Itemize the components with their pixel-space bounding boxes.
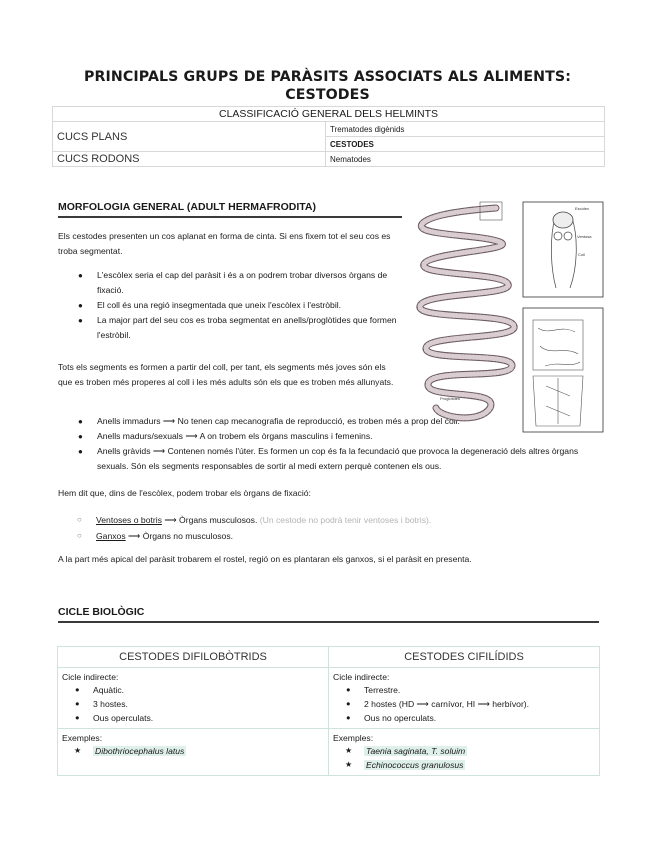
circle-bullet-icon: ○: [77, 531, 82, 540]
list-item: ★ Taenia saginata, T. soluim: [345, 746, 466, 756]
helminths-table-header: CLASSIFICACIÓ GENERAL DELS HELMINTS: [53, 107, 605, 122]
list-item: ● Ous no operculats.: [346, 713, 437, 723]
bullet-icon: ●: [346, 699, 351, 708]
tapeworm-body: [420, 208, 514, 418]
bullet-icon: ●: [78, 447, 83, 456]
list-item: ★ Echinococcus granulosus: [345, 760, 464, 770]
star-bullet-icon: ★: [74, 746, 82, 755]
subgroup-cestodes: CESTODES: [326, 137, 605, 152]
label-coll: Coll: [578, 252, 585, 257]
examples-label: Exemples:: [333, 733, 374, 743]
bullet-icon: ●: [75, 713, 80, 722]
examples-cell-cifilidids: [329, 729, 600, 776]
list-item: ● Aquàtic.: [75, 685, 125, 695]
circle-bullet-icon: ○: [77, 515, 82, 524]
morfologia-bullet-list: [78, 268, 400, 343]
morfologia-divider: [58, 216, 402, 218]
list-item: ● 3 hostes.: [75, 699, 128, 709]
subgroup-nematodes: Nematodes: [326, 152, 605, 167]
tapeworm-illustration: [410, 196, 610, 434]
subgroup-trematodes: Trematodes digènids: [326, 122, 605, 137]
examples-list: [333, 744, 595, 772]
star-bullet-icon: ★: [345, 746, 353, 755]
bullet-icon: ●: [78, 417, 83, 426]
bullet-icon: ●: [78, 271, 83, 280]
cicle-items-list: [62, 683, 324, 725]
bullet-icon: ●: [78, 301, 83, 310]
list-item: ● 2 hostes (HD ⟶ carnívor, HI ⟶ herbívor).: [346, 699, 530, 709]
list-item: ● Terrestre.: [346, 685, 401, 695]
list-item: ★ Dibothriocephalus latus: [74, 746, 185, 756]
cicle-title: CICLE BIOLÒGIC: [58, 606, 145, 618]
bullet-icon: ●: [78, 316, 83, 325]
cicle-items-list: [333, 683, 595, 725]
escolex-intro: Hem dit que, dins de l'escòlex, podem trobar els òrgans de fixació:: [58, 488, 311, 498]
label-proglotides: Proglòtides: [440, 396, 461, 401]
list-item: ○ Ventoses o botris ⟶ Òrgans musculosos. (Un cestode no podrà tenir ventoses i botris).: [96, 512, 596, 528]
examples-label: Exemples:: [62, 733, 103, 743]
cicle-label: Cicle indirecte:: [333, 672, 390, 682]
bullet-icon: ●: [346, 713, 351, 722]
list-item: ● Anells immadurs ⟶ No tenen cap mecanografia de reproducció, es troben més a prop del coll.: [97, 414, 599, 429]
examples-cell-difilobotrids: [58, 729, 329, 776]
list-item: ● Anells madurs/sexuals ⟶ A on trobem els òrgans masculins i femenins.: [97, 429, 599, 444]
cicle-table: [57, 646, 600, 776]
group-cucs-rodons: CUCS RODONS: [53, 152, 326, 167]
col-header-difilobotrids: CESTODES DIFILOBÒTRIDS: [58, 647, 329, 668]
bullet-icon: ●: [78, 432, 83, 441]
examples-list: [62, 744, 324, 758]
list-item: ● Anells gràvids ⟶ Contenen només l'úter. Es formen un cop és fa la fecundació que provoca la degeneració dels altres òrgans sexuals. Són els segments responsables de sortir al medi extern perquè contenen els ous.: [78, 446, 579, 471]
morfologia-intro: Els cestodes presenten un cos aplanat en forma de cinta. Si ens fixem tot el seu cos es troba segmentat.: [58, 231, 391, 256]
list-item: ● El coll és una regió insegmentada que uneix l'escòlex i l'estròbil.: [97, 298, 400, 313]
label-ventosa: Ventosa: [577, 234, 592, 239]
helminths-classification-table: [52, 106, 605, 167]
bullet-icon: ●: [75, 699, 80, 708]
bullet-icon: ●: [346, 685, 351, 694]
rostel-paragraph: A la part més apical del paràsit trobarem el rostel, regió on es plantaran els ganxos, si el paràsit en presenta.: [58, 554, 472, 564]
segments-paragraph: Tots els segments es formen a partir del coll, per tant, els segments més joves són els que es troben més properes al coll i les més adults són els que es troben més allunyats.: [58, 362, 394, 387]
group-cucs-plans: CUCS PLANS: [53, 122, 326, 152]
star-bullet-icon: ★: [345, 760, 353, 769]
list-item: ○ Ganxos ⟶ Òrgans no musculosos.: [96, 528, 596, 544]
list-item: ● L'escòlex seria el cap del paràsit i és a on podrem trobar diversos òrgans de fixació.: [78, 270, 388, 295]
cicle-cell-difilobotrids: [58, 668, 329, 729]
morfologia-title: MORFOLOGIA GENERAL (ADULT HERMAFRODITA): [58, 201, 317, 213]
cicle-divider: [58, 621, 599, 623]
col-header-cifilidids: CESTODES CIFILÍDIDS: [329, 647, 600, 668]
page-title: PRINCIPALS GRUPS DE PARÀSITS ASSOCIATS ALS ALIMENTS: CESTODES: [84, 69, 571, 103]
cicle-cell-cifilidids: [329, 668, 600, 729]
bullet-icon: ●: [75, 685, 80, 694]
label-escolex: Escòlex: [575, 206, 590, 211]
cicle-label: Cicle indirecte:: [62, 672, 119, 682]
list-item: ● Ous operculats.: [75, 713, 154, 723]
list-item: ● La major part del seu cos es troba segmentat en anells/proglòtides que formen l'estròbil.: [78, 315, 397, 340]
fixation-organs-list: [77, 512, 596, 544]
